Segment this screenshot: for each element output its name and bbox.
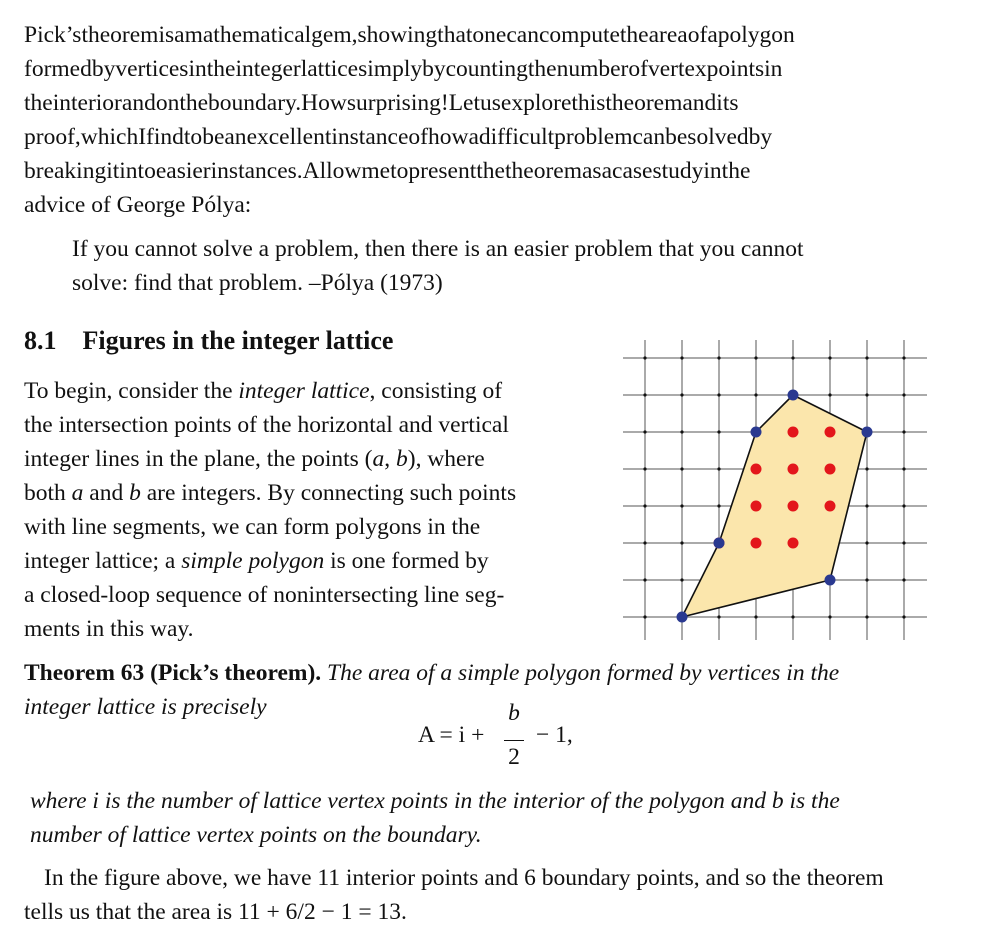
interior-point — [825, 464, 836, 475]
final-line-2: tells us that the area is 11 + 6/2 − 1 = 13. — [24, 899, 407, 925]
lattice-point — [680, 430, 683, 433]
interior-point — [788, 538, 799, 549]
word: showing — [357, 22, 438, 48]
interior-point — [751, 501, 762, 512]
intro-line-2 — [24, 52, 964, 86]
theorem-line-1 — [24, 656, 964, 690]
boundary-point — [714, 538, 725, 549]
quote-line-2: solve: find that problem. –Pólya (1973) — [72, 270, 443, 296]
word: which — [80, 124, 139, 150]
lattice-point — [643, 356, 646, 359]
word: excellent — [246, 124, 332, 150]
word: can — [506, 22, 539, 48]
word: instance — [331, 124, 409, 150]
lattice-point — [643, 578, 646, 581]
lattice-polygon-figure — [620, 338, 930, 643]
word: the — [206, 56, 236, 82]
body-text: is one formed by — [324, 548, 489, 574]
lattice-point — [902, 467, 905, 470]
word: to — [183, 124, 203, 150]
word: the — [527, 56, 557, 82]
word: theorem — [605, 90, 683, 116]
lattice-point — [680, 504, 683, 507]
boundary-point — [751, 427, 762, 438]
intro-paragraph — [24, 18, 964, 222]
word: to — [390, 158, 409, 184]
boundary-point — [788, 390, 799, 401]
lattice-point — [902, 356, 905, 359]
word: polygon — [717, 22, 795, 48]
interior-point — [825, 427, 836, 438]
word: me — [361, 158, 391, 184]
body-line-7: a closed-loop sequence of nonintersecting line seg- — [24, 582, 505, 608]
interior-point — [751, 464, 762, 475]
word: by — [422, 56, 446, 82]
word: explore — [500, 90, 572, 116]
lattice-point — [902, 430, 905, 433]
term-simple-polygon: simple polygon — [181, 548, 325, 574]
section-number: 8.1 — [24, 326, 57, 355]
lattice-point — [754, 615, 757, 618]
where-line-2: number of lattice vertex points on the boundary. — [30, 822, 482, 848]
word: a — [601, 158, 613, 184]
word: I — [138, 124, 147, 150]
body-text: ), where — [407, 446, 485, 472]
word: a — [174, 22, 185, 48]
word: in — [703, 158, 722, 184]
word: us — [480, 90, 501, 116]
lattice-point — [643, 467, 646, 470]
example-paragraph — [24, 861, 964, 929]
lattice-point — [717, 615, 720, 618]
lattice-point — [680, 578, 683, 581]
word: mathematical — [184, 22, 312, 48]
word: interior — [52, 90, 122, 116]
word: of — [408, 124, 428, 150]
lattice-point — [680, 541, 683, 544]
lattice-point — [902, 578, 905, 581]
polya-quote — [72, 232, 917, 300]
word: in — [188, 56, 207, 82]
word: How — [301, 90, 347, 116]
word: study — [652, 158, 704, 184]
lattice-point — [902, 504, 905, 507]
var-b: b — [129, 480, 141, 506]
lattice-point — [643, 504, 646, 507]
body-text: both — [24, 480, 72, 506]
word: the — [179, 90, 209, 116]
word: be — [202, 124, 225, 150]
word: of — [628, 56, 648, 82]
intro-line-3 — [24, 86, 964, 120]
lattice-point — [865, 615, 868, 618]
body-line-8: ments in this way. — [24, 616, 194, 642]
word: and — [682, 90, 717, 116]
body-line-2: the intersection points of the horizontal and vertical — [24, 412, 509, 438]
formula-right: − 1, — [536, 722, 573, 748]
word: by — [748, 124, 773, 150]
lattice-point — [680, 356, 683, 359]
word: the — [619, 22, 649, 48]
word: present — [408, 158, 477, 184]
word: easier — [155, 158, 211, 184]
lattice-point — [865, 541, 868, 544]
formula-left: A = i + — [418, 722, 485, 748]
word: Allow — [302, 158, 362, 184]
lattice-point — [865, 467, 868, 470]
body-text: integer lines in the plane, the points ( — [24, 446, 373, 472]
variable-definitions — [30, 784, 964, 852]
lattice-point — [717, 430, 720, 433]
word: vertex — [647, 56, 707, 82]
word: find — [146, 124, 184, 150]
interior-point — [825, 501, 836, 512]
lattice-point — [828, 615, 831, 618]
word: simply — [358, 56, 423, 82]
fraction-bar — [504, 740, 524, 741]
word: solved — [687, 124, 749, 150]
interior-point — [788, 464, 799, 475]
word: proof, — [24, 124, 81, 150]
word: Let — [448, 90, 481, 116]
lattice-point — [902, 541, 905, 544]
theorem-line-2: integer lattice is precisely — [24, 694, 267, 720]
lattice-point — [828, 393, 831, 396]
word: the — [476, 158, 505, 184]
lattice-point — [865, 393, 868, 396]
lattice-point — [717, 393, 720, 396]
word: is — [158, 22, 175, 48]
intro-line-4 — [24, 120, 964, 154]
word: it — [106, 158, 120, 184]
section-title: Figures in the integer lattice — [82, 326, 394, 355]
word: the — [721, 158, 751, 184]
boundary-point — [825, 575, 836, 586]
lattice-point — [902, 615, 905, 618]
word: in — [764, 56, 783, 82]
word: compute — [538, 22, 620, 48]
fraction-denominator: 2 — [508, 744, 520, 770]
fraction-numerator: b — [508, 700, 520, 726]
interior-point — [788, 501, 799, 512]
var-b: b — [396, 446, 408, 472]
word: counting — [445, 56, 528, 82]
intro-line-6: advice of George Pólya: — [24, 192, 252, 218]
boundary-point — [862, 427, 873, 438]
body-line-5: with line segments, we can form polygons in the — [24, 514, 481, 540]
lattice-point — [754, 393, 757, 396]
lattice-point — [643, 430, 646, 433]
word: breaking — [24, 158, 107, 184]
body-text: are integers. By connecting such points — [140, 480, 517, 506]
word: case — [612, 158, 653, 184]
interior-point — [788, 427, 799, 438]
lattice-point — [717, 467, 720, 470]
word: instances. — [210, 158, 303, 184]
theorem-text: The area of a simple polygon formed by vertices in the — [321, 660, 840, 686]
lattice-point — [865, 356, 868, 359]
word: number — [556, 56, 629, 82]
body-line-3 — [24, 442, 562, 476]
word: one — [472, 22, 507, 48]
word: the — [24, 90, 53, 116]
word: on — [155, 90, 180, 116]
lattice-point — [865, 578, 868, 581]
word: integer — [235, 56, 301, 82]
word: problem — [554, 124, 633, 150]
var-a: a — [71, 480, 84, 506]
body-text: and — [83, 480, 130, 506]
word: surprising! — [346, 90, 449, 116]
word: this — [571, 90, 606, 116]
lattice-point — [643, 615, 646, 618]
term-integer-lattice: integer lattice — [238, 378, 370, 404]
theorem-statement — [24, 656, 964, 724]
lattice-point — [902, 393, 905, 396]
lattice-point — [791, 615, 794, 618]
word: by — [91, 56, 116, 82]
var-a: a — [372, 446, 385, 472]
lattice-point — [643, 541, 646, 544]
word: that — [437, 22, 473, 48]
lattice-point — [791, 356, 794, 359]
lattice-point — [828, 356, 831, 359]
word: theorem — [505, 158, 582, 184]
quote-line-1: If you cannot solve a problem, then there is an easier problem that you cannot — [72, 236, 804, 262]
body-line-4 — [24, 476, 562, 510]
body-text: , consisting of — [369, 378, 503, 404]
word: formed — [24, 56, 92, 82]
intro-line-1 — [24, 18, 964, 52]
word: difficult — [478, 124, 555, 150]
body-text: integer lattice; a — [24, 548, 182, 574]
word: an — [224, 124, 247, 150]
boundary-point — [677, 612, 688, 623]
word: boundary. — [208, 90, 302, 116]
word: be — [665, 124, 688, 150]
final-line-1: In the figure above, we have 11 interior points and 6 boundary points, and so the theorem — [44, 865, 884, 891]
lattice-point — [680, 467, 683, 470]
lattice-point — [717, 356, 720, 359]
lattice-point — [754, 356, 757, 359]
where-line-1: where i is the number of lattice vertex points in the interior of the polygon and b is the — [30, 788, 840, 814]
word: theorem — [81, 22, 159, 48]
lattice-description — [24, 374, 562, 646]
word: gem, — [311, 22, 358, 48]
intro-line-5 — [24, 154, 964, 188]
body-line-6 — [24, 544, 562, 578]
lattice-point — [643, 393, 646, 396]
word: and — [121, 90, 156, 116]
word: of — [687, 22, 708, 48]
word: a — [707, 22, 718, 48]
lattice-point — [865, 504, 868, 507]
word: vertices — [115, 56, 189, 82]
word: how — [427, 124, 469, 150]
lattice-point — [717, 504, 720, 507]
body-text: , — [384, 446, 396, 472]
word: lattice — [300, 56, 359, 82]
word: a — [468, 124, 479, 150]
word: as — [582, 158, 602, 184]
body-line-1 — [24, 374, 562, 408]
word: area — [648, 22, 688, 48]
theorem-label: Theorem 63 (Pick’s theorem). — [24, 660, 322, 686]
section-heading — [24, 326, 393, 356]
word: can — [632, 124, 666, 150]
word: Pick’s — [24, 22, 82, 48]
word: its — [716, 90, 739, 116]
word: into — [119, 158, 156, 184]
body-text: To begin, consider the — [24, 378, 239, 404]
word: points — [706, 56, 765, 82]
lattice-point — [680, 393, 683, 396]
interior-point — [751, 538, 762, 549]
